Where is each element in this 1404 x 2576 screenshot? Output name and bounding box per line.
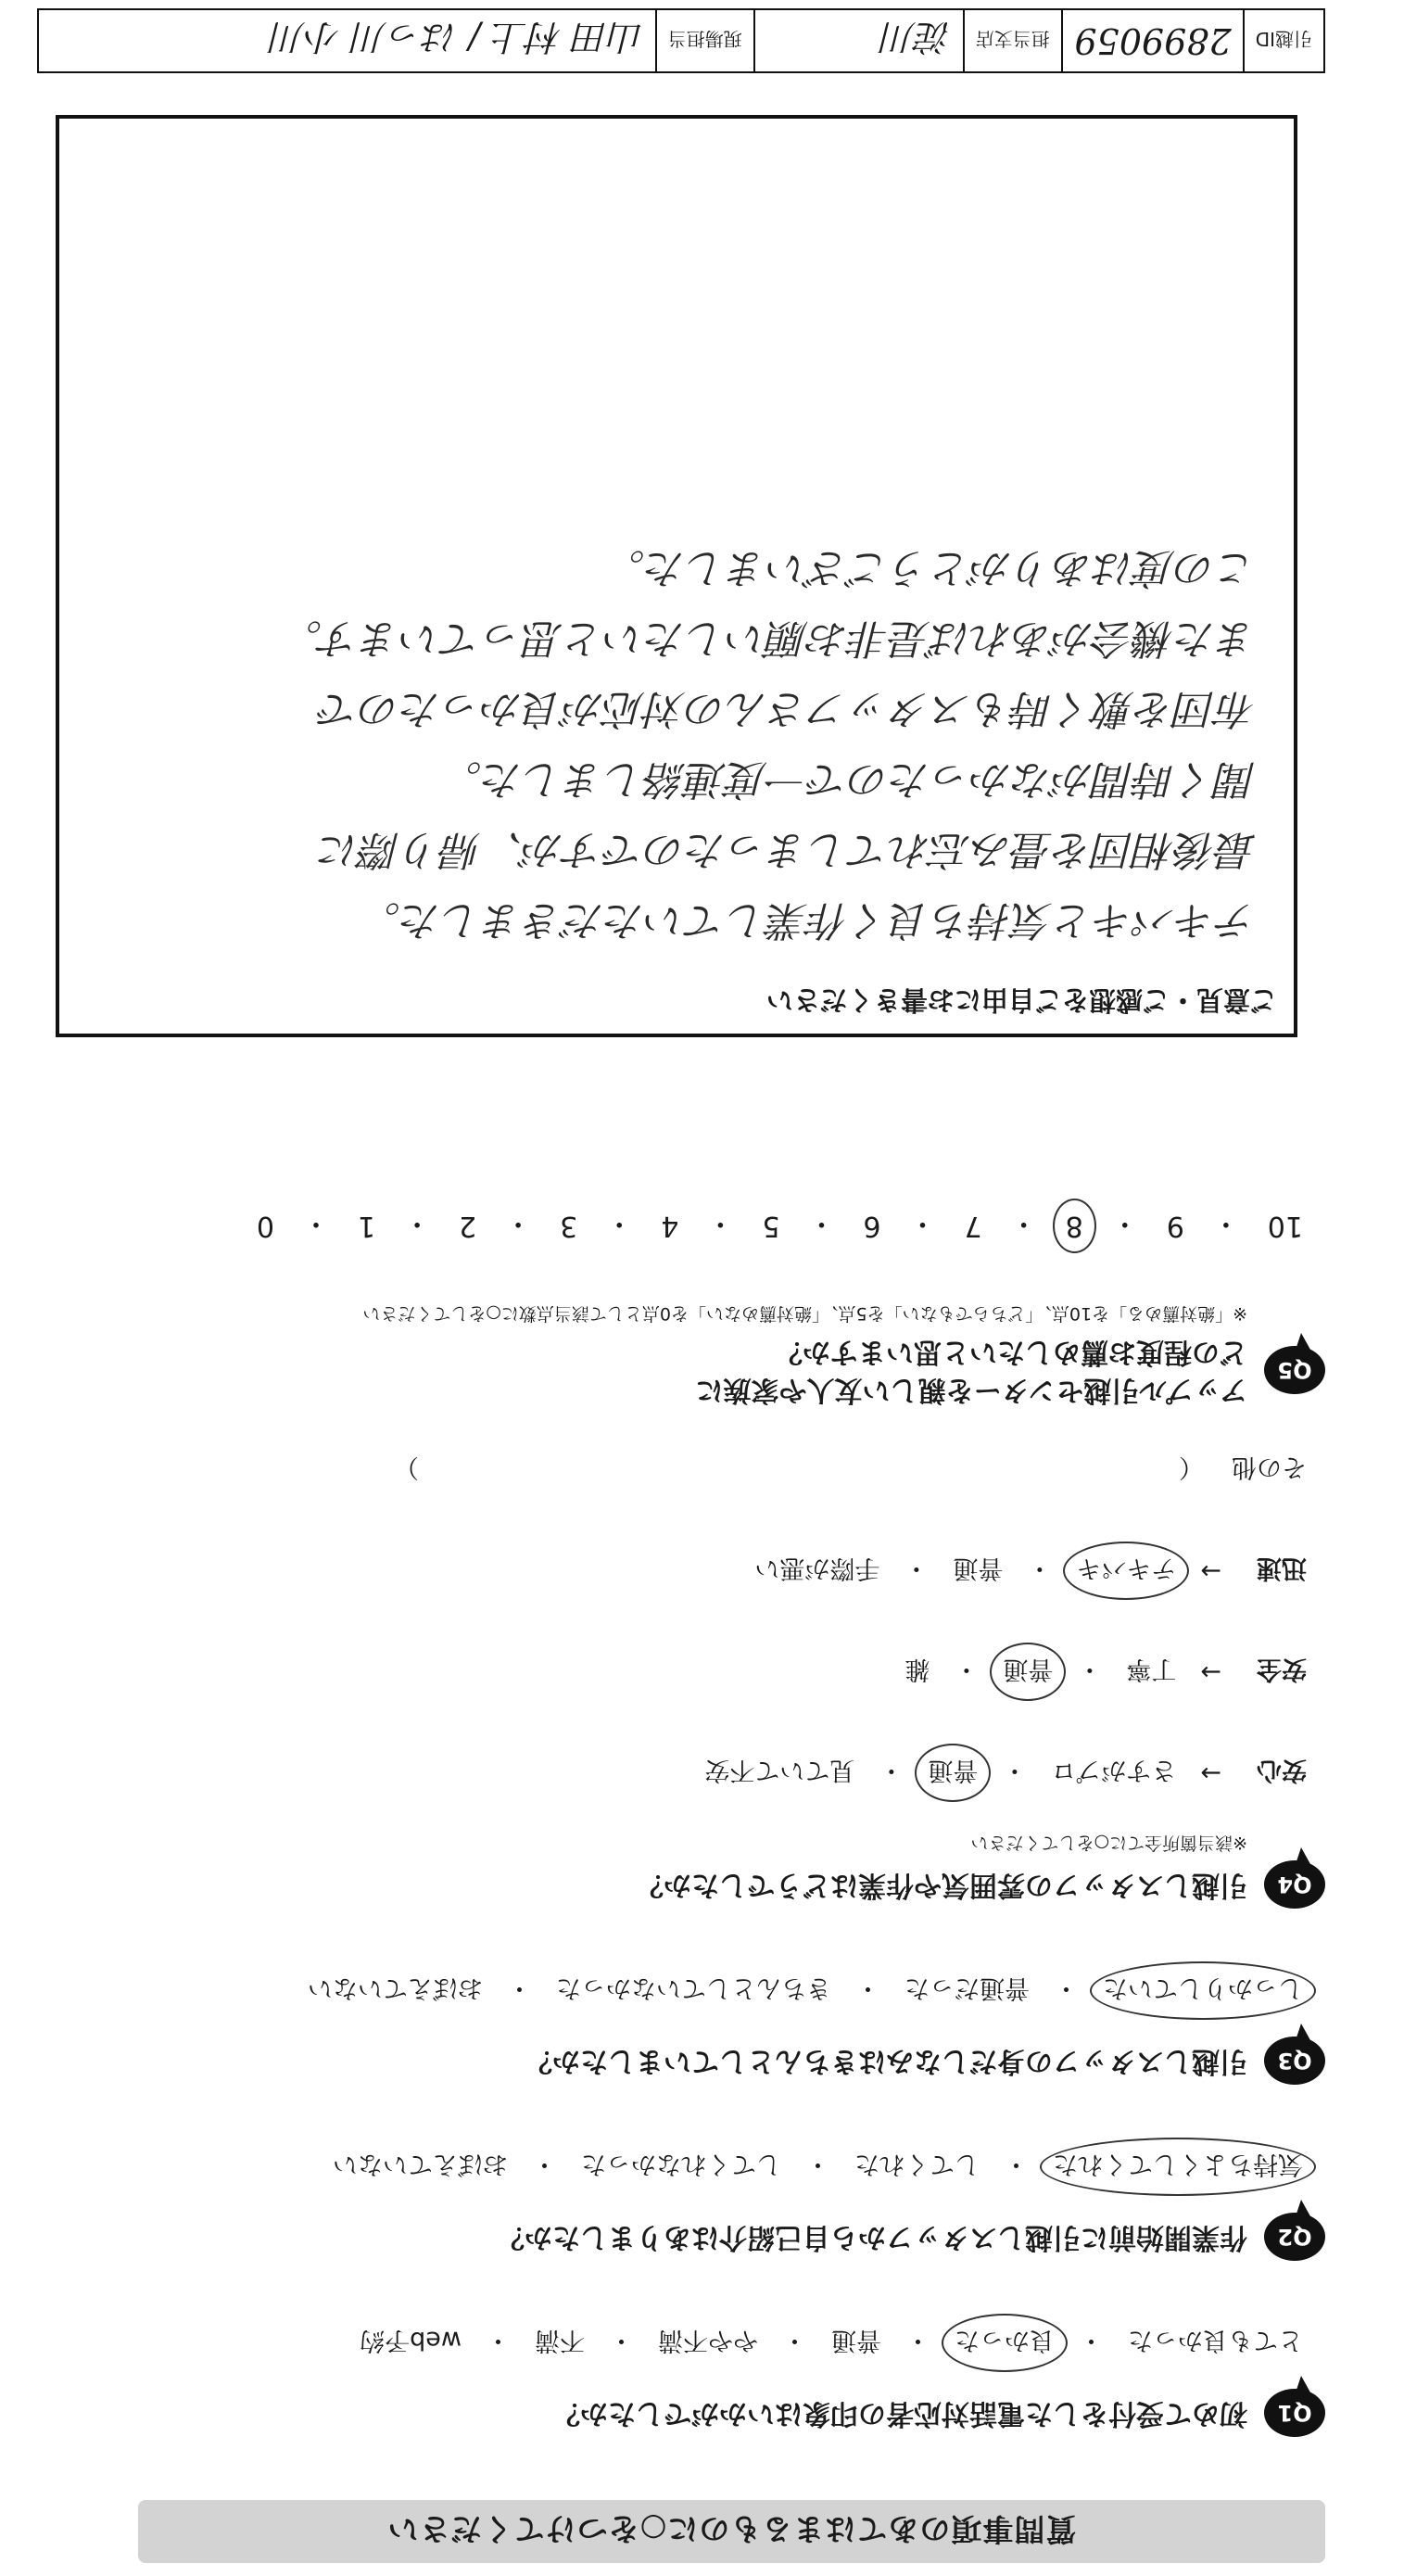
branch-label-cell: 担当支店 bbox=[963, 10, 1061, 71]
question-1 bbox=[120, 2325, 1325, 2437]
handwritten-comments bbox=[59, 532, 1257, 955]
scale-option[interactable]: 3 bbox=[560, 1210, 578, 1243]
q2-option[interactable]: してくれた bbox=[854, 2150, 980, 2178]
q3-badge: Q3 bbox=[1264, 2037, 1325, 2085]
id-label-cell: 引越ID bbox=[1243, 10, 1323, 71]
comments-title: ご意見・ご感想をご自由にお書きください bbox=[765, 984, 1277, 1016]
scale-option[interactable]: 7 bbox=[964, 1210, 982, 1243]
q1-option[interactable]: web予約 bbox=[360, 2326, 462, 2354]
comment-line: テキパキと気持ち良く作業していただきました。 bbox=[360, 896, 1257, 944]
question-4 bbox=[120, 1452, 1325, 1909]
q4-row-anshin: 安心 → さすがプロ ・ 普通 ・ 見ていて不安 bbox=[120, 1755, 1307, 1791]
q1-option[interactable]: 不満 bbox=[535, 2326, 585, 2354]
scale-option[interactable]: 0 bbox=[256, 1210, 274, 1243]
instruction-banner: 質問事項のあてはまるものに○をつけてください bbox=[138, 2500, 1325, 2563]
q4-row-anzen: 安全 → 丁寧 ・ 普通 ・ 雑 bbox=[120, 1654, 1307, 1690]
q4-text: 引越しスタッフの雰囲気や作業はどうでしたか？ bbox=[636, 1869, 1247, 1902]
q1-option[interactable]: やや不満 bbox=[658, 2326, 758, 2354]
q5-scale: 10 ・ 9 ・ 8 ・ 7 ・ 6 ・ 5 ・ 4 ・ 3 ・ 2 ・ 1 ・ 0 bbox=[120, 1206, 1307, 1247]
question-5 bbox=[120, 1206, 1325, 1408]
q2-option[interactable]: おぼえていない bbox=[333, 2150, 508, 2178]
scale-option[interactable]: 2 bbox=[459, 1210, 477, 1243]
q3-option[interactable]: おぼえていない bbox=[308, 1973, 483, 2002]
q1-options: とても良かった ・ 良かった ・ 普通 ・ やや不満 ・ 不満 ・ web予約 bbox=[120, 2325, 1307, 2361]
q3-option[interactable]: 普通だった bbox=[904, 1973, 1030, 2002]
scale-option[interactable]: 4 bbox=[661, 1210, 679, 1243]
q4-option[interactable]: 丁寧 bbox=[1126, 1655, 1177, 1683]
scale-option[interactable]: 9 bbox=[1166, 1210, 1184, 1243]
q4-row-label: 安心 bbox=[1257, 1756, 1307, 1784]
q4-option-selected[interactable]: 普通 bbox=[999, 1654, 1056, 1690]
staff-names: 山田 村上 / はっ川 小川 bbox=[270, 17, 644, 58]
q1-text: 初めて受付をした電話対応者の印象はいかがでしたか？ bbox=[552, 2397, 1247, 2430]
scale-option[interactable]: 5 bbox=[762, 1210, 780, 1243]
scale-option[interactable]: 6 bbox=[863, 1210, 881, 1243]
q2-option[interactable]: してくれなかった bbox=[581, 2150, 781, 2178]
question-3 bbox=[120, 1973, 1325, 2085]
comment-line: 最後相団を畳み忘れてしまったのですが、帰り際に bbox=[319, 826, 1257, 873]
q5-badge: Q5 bbox=[1264, 1347, 1325, 1395]
q1-badge: Q1 bbox=[1264, 2389, 1325, 2437]
q4-other-close: ） bbox=[394, 1453, 419, 1481]
scale-option-selected[interactable]: 8 bbox=[1062, 1211, 1087, 1243]
comment-line: この度はありがとうございました。 bbox=[604, 544, 1257, 591]
footer-table bbox=[37, 8, 1325, 73]
id-value-cell bbox=[1061, 10, 1243, 71]
scale-option[interactable]: 10 bbox=[1267, 1210, 1303, 1243]
branch-name: 淀川 bbox=[880, 17, 952, 58]
q4-other-label: その他 bbox=[1232, 1453, 1307, 1481]
q5-text-line1: アップル引越センターを親しい友人や家族に bbox=[695, 1374, 1247, 1406]
q3-text: 引越しスタッフの身だしなみはきちんとしていましたか？ bbox=[525, 2045, 1247, 2078]
q3-option-selected[interactable]: しっかりしていた bbox=[1099, 1973, 1307, 2009]
q1-option-selected[interactable]: 良かった bbox=[951, 2325, 1058, 2361]
q4-note: ※該当箇所全てに○をしてください bbox=[970, 1833, 1247, 1853]
q4-option[interactable]: 手際が悪い bbox=[754, 1554, 880, 1582]
q2-options: 気持ちよくしてくれた ・ してくれた ・ してくれなかった ・ おぼえていない bbox=[120, 2149, 1307, 2185]
scale-option[interactable]: 1 bbox=[357, 1210, 376, 1243]
q5-text-line2: どの程度お薦めしたいと思いますか？ bbox=[775, 1336, 1247, 1369]
q1-option[interactable]: とても良かった bbox=[1128, 2326, 1303, 2354]
comment-line: また機会があれば是非お願いしたいと思っています。 bbox=[281, 615, 1257, 662]
question-2 bbox=[120, 2149, 1325, 2261]
q2-text: 作業開始前に引越しスタッフから自己紹介はありましたか？ bbox=[497, 2221, 1247, 2254]
q3-option[interactable]: きちんとしていなかった bbox=[556, 1973, 831, 2002]
comments-box[interactable] bbox=[56, 115, 1297, 1037]
q2-badge: Q2 bbox=[1264, 2213, 1325, 2261]
q4-row-jinsoku: 迅速 → テキパキ ・ 普通 ・ 手際が悪い bbox=[120, 1553, 1307, 1589]
q5-note: ※「絶対薦める」を10点、「どちらでもない」を5点、「絶対薦めない」を0点として該当点数に○をしてください bbox=[362, 1303, 1247, 1324]
q4-option[interactable]: 見ていて不安 bbox=[704, 1756, 855, 1784]
q4-row-label: 迅速 bbox=[1257, 1554, 1307, 1582]
move-id: 2899059 bbox=[1074, 20, 1232, 61]
q4-option[interactable]: さすがプロ bbox=[1051, 1756, 1177, 1784]
q4-row-label: 安全 bbox=[1257, 1655, 1307, 1683]
q4-other-row bbox=[120, 1452, 1307, 1488]
comment-line: 布団を敷く時もスタッフさんの対応が良かったので bbox=[319, 685, 1257, 732]
q4-option-selected[interactable]: テキパキ bbox=[1072, 1553, 1180, 1589]
q4-other-open: （ bbox=[1179, 1453, 1204, 1481]
leader-label-cell: 現場担当 bbox=[655, 10, 753, 71]
q4-badge: Q4 bbox=[1264, 1860, 1325, 1909]
comment-line: 聞く時間がなかったので一度連絡しました。 bbox=[441, 755, 1257, 803]
q1-option[interactable]: 普通 bbox=[831, 2326, 881, 2354]
q4-option[interactable]: 雑 bbox=[904, 1655, 930, 1683]
q2-option-selected[interactable]: 気持ちよくしてくれた bbox=[1049, 2149, 1307, 2185]
q4-option-selected[interactable]: 普通 bbox=[924, 1755, 981, 1791]
branch-value-cell bbox=[753, 10, 963, 71]
q3-options: しっかりしていた ・ 普通だった ・ きちんとしていなかった ・ おぼえていない bbox=[120, 1973, 1307, 2009]
arrow-right-icon: → bbox=[1200, 1758, 1221, 1787]
arrow-right-icon: → bbox=[1200, 1556, 1221, 1585]
leader-value-cell bbox=[39, 10, 655, 71]
arrow-right-icon: → bbox=[1200, 1657, 1221, 1686]
q4-option[interactable]: 普通 bbox=[953, 1554, 1004, 1582]
